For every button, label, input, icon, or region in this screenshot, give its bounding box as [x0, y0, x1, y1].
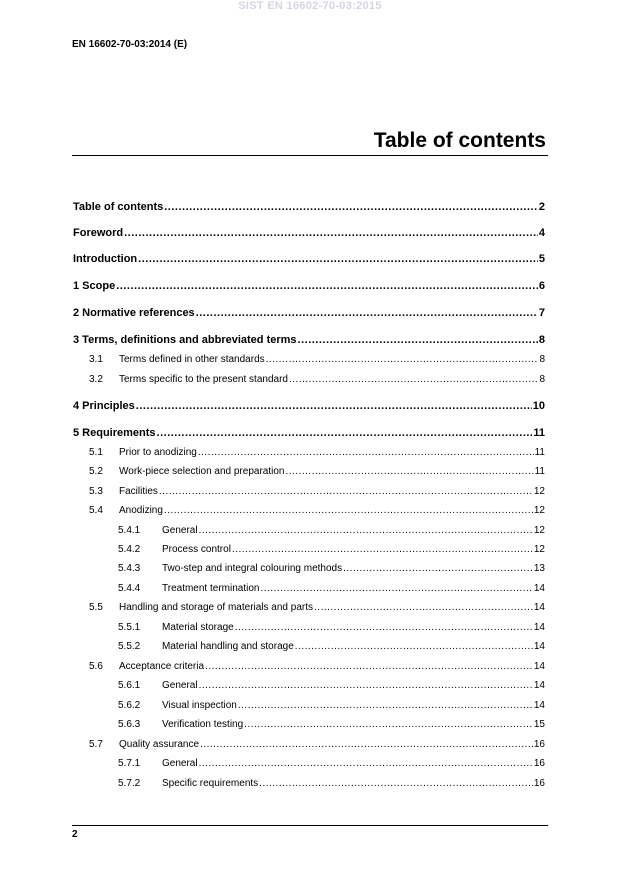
toc-entry-number: 3.1	[89, 354, 103, 365]
toc-entry-page: 5	[538, 253, 545, 265]
toc-entry-page: 12	[533, 525, 545, 536]
toc-entry[interactable]	[0, 563, 620, 577]
toc-entry-label: Acceptance criteria	[119, 661, 205, 672]
toc-dot-leader	[205, 661, 533, 672]
toc-entry-page: 12	[533, 505, 545, 516]
page-number: 2	[72, 829, 78, 840]
toc-entry-number: 5.7.1	[118, 758, 141, 769]
toc-entry-page: 4	[538, 227, 545, 239]
toc-entry-label: Material storage	[162, 622, 234, 633]
toc-entry[interactable]	[0, 334, 620, 348]
toc-entry-label: Anodizing	[119, 505, 163, 516]
toc-entry-page: 15	[533, 719, 545, 730]
toc-dot-leader	[164, 201, 538, 213]
toc-entry[interactable]	[0, 466, 620, 480]
toc-entry-page: 8	[539, 374, 545, 385]
toc-entry[interactable]	[0, 739, 620, 753]
toc-dot-leader	[196, 307, 538, 319]
toc-dot-leader	[200, 739, 533, 750]
toc-entry-label: Treatment termination	[162, 583, 260, 594]
page-title: Table of contents	[373, 129, 546, 152]
toc-entry[interactable]	[0, 544, 620, 558]
toc-entry[interactable]	[0, 778, 620, 792]
toc-dot-leader	[238, 700, 533, 711]
toc-entry-page: 8	[539, 354, 545, 365]
toc-entry[interactable]	[0, 622, 620, 636]
toc-entry-page: 16	[533, 778, 545, 789]
toc-entry[interactable]	[0, 680, 620, 694]
toc-dot-leader	[199, 680, 533, 691]
toc-entry-label: 2 Normative references	[73, 307, 195, 319]
toc-entry-label: Work-piece selection and preparation	[119, 466, 285, 477]
toc-entry-page: 11	[533, 427, 545, 439]
toc-entry-number: 5.3	[89, 486, 103, 497]
toc-entry[interactable]	[0, 354, 620, 368]
toc-entry-label: Terms specific to the present standard	[119, 374, 288, 385]
toc-entry-label: Verification testing	[162, 719, 244, 730]
toc-entry-label: 1 Scope	[73, 280, 116, 292]
toc-entry-number: 5.5.1	[118, 622, 141, 633]
toc-dot-leader	[232, 544, 533, 555]
toc-entry-number: 5.6	[89, 661, 103, 672]
toc-entry-number: 5.1	[89, 447, 103, 458]
toc-dot-leader	[289, 374, 538, 385]
toc-entry-page: 14	[533, 641, 545, 652]
toc-entry-page: 14	[533, 583, 545, 594]
toc-entry[interactable]	[0, 280, 620, 294]
toc-entry-page: 11	[534, 447, 545, 458]
toc-dot-leader	[259, 778, 533, 789]
toc-entry-page: 16	[533, 739, 545, 750]
toc-entry-label: Introduction	[73, 253, 138, 265]
toc-dot-leader	[124, 227, 538, 239]
toc-dot-leader	[164, 505, 533, 516]
toc-entry[interactable]	[0, 374, 620, 388]
toc-entry[interactable]	[0, 505, 620, 519]
toc-entry[interactable]	[0, 307, 620, 321]
toc-entry[interactable]	[0, 486, 620, 500]
toc-entry-number: 5.6.2	[118, 700, 141, 711]
toc-entry-page: 14	[533, 602, 545, 613]
toc-dot-leader	[198, 447, 534, 458]
toc-entry-label: Two-step and integral colouring methods	[162, 563, 343, 574]
toc-entry-label: General	[162, 680, 198, 691]
toc-dot-leader	[136, 400, 532, 412]
toc-entry[interactable]	[0, 253, 620, 267]
toc-entry-number: 5.5.2	[118, 641, 141, 652]
toc-entry-number: 5.5	[89, 602, 103, 613]
toc-entry-page: 12	[533, 544, 545, 555]
toc-entry[interactable]	[0, 700, 620, 714]
toc-entry-number: 5.4.3	[118, 563, 141, 574]
toc-entry-number: 5.7	[89, 739, 103, 750]
toc-entry-label: Specific requirements	[162, 778, 259, 789]
toc-entry-label: Quality assurance	[119, 739, 200, 750]
toc-entry-number: 5.4.4	[118, 583, 141, 594]
toc-entry[interactable]	[0, 583, 620, 597]
toc-entry-label: Table of contents	[73, 201, 164, 213]
toc-entry-page: 10	[532, 400, 545, 412]
toc-entry-page: 14	[533, 622, 545, 633]
toc-entry-label: Foreword	[73, 227, 124, 239]
toc-entry[interactable]	[0, 447, 620, 461]
watermark: SIST EN 16602-70-03:2015	[238, 0, 382, 12]
toc-entry-page: 14	[533, 700, 545, 711]
toc-dot-leader	[298, 334, 538, 346]
toc-entry-label: 3 Terms, definitions and abbreviated terms	[73, 334, 297, 346]
toc-entry[interactable]	[0, 719, 620, 733]
toc-entry[interactable]	[0, 641, 620, 655]
toc-dot-leader	[285, 466, 533, 477]
toc-entry-number: 5.7.2	[118, 778, 141, 789]
toc-dot-leader	[199, 525, 533, 536]
toc-dot-leader	[159, 486, 533, 497]
toc-dot-leader	[199, 758, 533, 769]
footer-divider	[72, 825, 548, 826]
toc-entry-label: Facilities	[119, 486, 158, 497]
toc-dot-leader	[138, 253, 538, 265]
toc-dot-leader	[235, 622, 533, 633]
toc-entry-label: 5 Requirements	[73, 427, 156, 439]
toc-entry[interactable]	[0, 525, 620, 539]
toc-entry-number: 5.4.1	[118, 525, 141, 536]
toc-entry-page: 12	[533, 486, 545, 497]
toc-entry-number: 3.2	[89, 374, 103, 385]
toc-entry[interactable]	[0, 602, 620, 616]
toc-entry-page: 2	[538, 201, 545, 213]
toc-entry-page: 16	[533, 758, 545, 769]
toc-entry[interactable]	[0, 758, 620, 772]
toc-entry[interactable]	[0, 201, 620, 215]
toc-entry-number: 5.2	[89, 466, 103, 477]
toc-entry-label: General	[162, 758, 198, 769]
toc-entry[interactable]	[0, 227, 620, 241]
toc-dot-leader	[116, 280, 538, 292]
toc-entry-label: Prior to anodizing	[119, 447, 197, 458]
toc-entry-label: Material handling and storage	[162, 641, 294, 652]
toc-dot-leader	[314, 602, 533, 613]
toc-entry-page: 11	[534, 466, 545, 477]
toc-entry-label: 4 Principles	[73, 400, 135, 412]
toc-entry-number: 5.6.3	[118, 719, 141, 730]
document-id: EN 16602-70-03:2014 (E)	[72, 39, 188, 50]
toc-entry-label: General	[162, 525, 198, 536]
toc-entry-number: 5.6.1	[118, 680, 141, 691]
toc-entry-page: 14	[533, 661, 545, 672]
toc-entry-number: 5.4.2	[118, 544, 141, 555]
title-divider	[72, 155, 548, 156]
toc-dot-leader	[260, 583, 532, 594]
toc-dot-leader	[244, 719, 533, 730]
toc-entry-number: 5.4	[89, 505, 103, 516]
toc-entry-page: 6	[538, 280, 545, 292]
toc-entry-page: 14	[533, 680, 545, 691]
toc-entry-page: 8	[538, 334, 545, 346]
toc-dot-leader	[343, 563, 533, 574]
toc-entry-label: Terms defined in other standards	[119, 354, 265, 365]
toc-entry[interactable]	[0, 400, 620, 414]
toc-dot-leader	[266, 354, 539, 365]
toc-entry[interactable]	[0, 427, 620, 441]
toc-entry[interactable]	[0, 661, 620, 675]
toc-entry-label: Process control	[162, 544, 231, 555]
toc-entry-page: 7	[538, 307, 545, 319]
toc-entry-label: Visual inspection	[162, 700, 237, 711]
toc-dot-leader	[295, 641, 533, 652]
toc-entry-page: 13	[533, 563, 545, 574]
toc-entry-label: Handling and storage of materials and parts	[119, 602, 314, 613]
toc-dot-leader	[157, 427, 533, 439]
